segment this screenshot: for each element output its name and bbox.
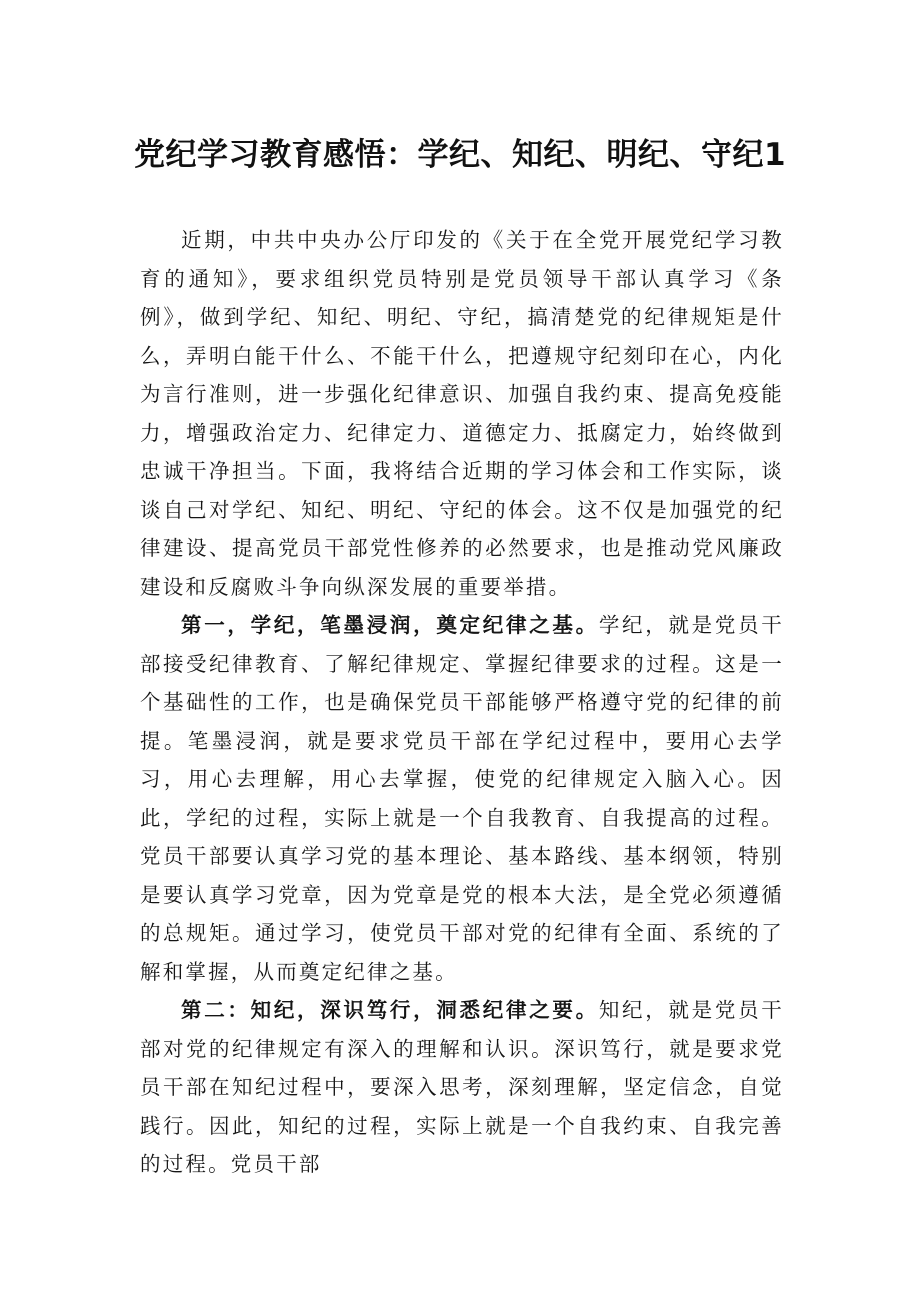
paragraph-text: 知纪，就是党员干部对党的纪律规定有深入的理解和认识。深识笃行，就是要求党员干部在知纪过程中，要深入思考，深刻理解，坚定信念，自觉践行。因此，知纪的过程，实际上就是一个自我约束、自我完善的过程。党员干部: [140, 998, 784, 1176]
paragraph-text: 近期，中共中央办公厅印发的《关于在全党开展党纪学习教育的通知》，要求组织党员特别是党员领导干部认真学习《条例》，做到学纪、知纪、明纪、守纪，搞清楚党的纪律规矩是什么，弄明白能干什么、不能干什么，把遵规守纪刻印在心，内化为言行准则，进一步强化纪律意识、加强自我约束、提高免疫能力，增强政治定力、纪律定力、道德定力、抵腐定力，始终做到忠诚干净担当。下面，我将结合近期的学习体会和工作实际，谈谈自己对学纪、知纪、明纪、守纪的体会。这不仅是加强党的纪律建设、提高党员干部党性修养的必然要求，也是推动党风廉政建设和反腐败斗争向纵深发展的重要举措。: [140, 228, 784, 599]
document-body: [140, 221, 784, 1184]
paragraph-intro: [140, 221, 784, 606]
paragraph-lead: 第一，学纪，笔墨浸润，奠定纪律之基。: [181, 613, 599, 637]
document-title: 党纪学习教育感悟：学纪、知纪、明纪、守纪1: [133, 136, 787, 173]
paragraph-lead: 第二：知纪，深识笃行，洞悉纪律之要。: [181, 998, 599, 1022]
paragraph-learn-discipline: [140, 606, 784, 991]
paragraph-know-discipline: [140, 991, 784, 1184]
paragraph-text: 学纪，就是党员干部接受纪律教育、了解纪律规定、掌握纪律要求的过程。这是一个基础性的工作，也是确保党员干部能够严格遵守党的纪律的前提。笔墨浸润，就是要求党员干部在学纪过程中，要用心去学习，用心去理解，用心去掌握，使党的纪律规定入脑入心。因此，学纪的过程，实际上就是一个自我教育、自我提高的过程。党员干部要认真学习党的基本理论、基本路线、基本纲领，特别是要认真学习党章，因为党章是党的根本大法，是全党必须遵循的总规矩。通过学习，使党员干部对党的纪律有全面、系统的了解和掌握，从而奠定纪律之基。: [140, 613, 784, 984]
